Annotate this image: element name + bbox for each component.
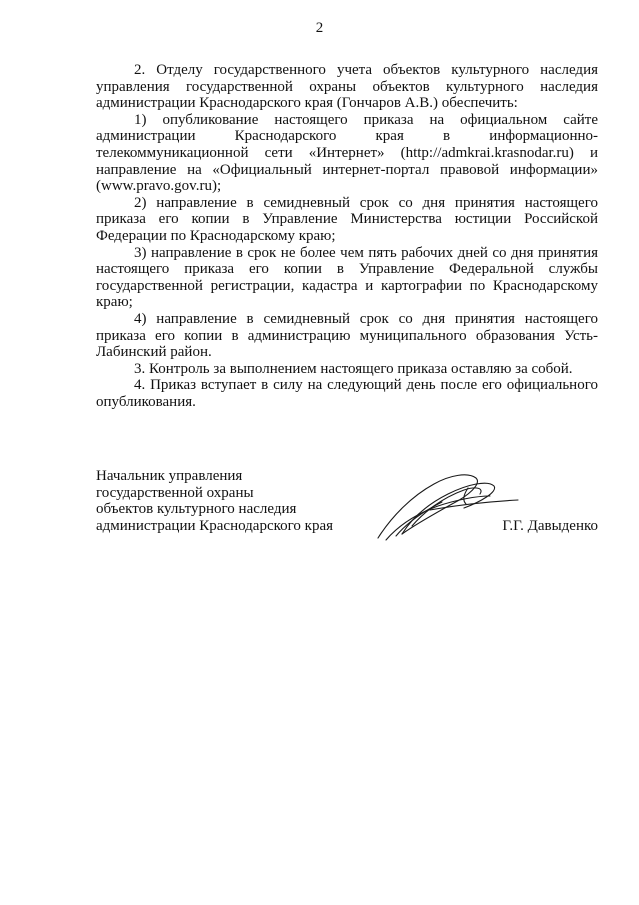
paragraph-2-4: 4) направление в семидневный срок со дня принятия настоящего приказа его копии в администрацию муниципального образования Усть-Лабинский район.: [96, 310, 598, 361]
paragraph-2-1: 1) опубликование настоящего приказа на официальном сайте администрации Краснодарского края в информационно-телекоммуникационной сети «Интернет» (http://admkrai.krasnodar.ru) и направление на «Официальный интернет-портал правовой информации» (www.pravo.gov.ru);: [96, 111, 598, 195]
signatory-title-line: государственной охраны: [96, 484, 254, 501]
paragraph-4: 4. Приказ вступает в силу на следующий день после его официального опубликования.: [96, 377, 598, 410]
paragraph-2-2: 2) направление в семидневный срок со дня принятия настоящего приказа его копии в Управление Министерства юстиции Российской Федерации по Краснодарскому краю;: [96, 194, 598, 244]
document-body: [96, 62, 598, 410]
signature-block: [96, 468, 598, 548]
handwritten-signature: [372, 466, 522, 544]
signatory-title-line: Начальник управления: [96, 468, 243, 484]
paragraph-2-3: 3) направление в срок не более чем пять рабочих дней со дня принятия настоящего приказа его копии в Управление Федеральной службы государственной регистрации, кадастра и картографии по Краснодарскому краю;: [96, 244, 598, 311]
page-number: 2: [315, 20, 324, 36]
signatory-name: Г.Г. Давыденко: [502, 518, 598, 534]
signatory-title-line: объектов культурного наследия: [96, 501, 297, 518]
paragraph-2: 2. Отделу государственного учета объектов культурного наследия управления государственной охраны объектов культурного наследия администрации Краснодарского края (Гончаров А.В.) обеспечить:: [96, 62, 598, 112]
signatory-title-line: администрации Краснодарского края: [96, 517, 334, 534]
paragraph-3: 3. Контроль за выполнением настоящего приказа оставляю за собой.: [134, 360, 573, 377]
